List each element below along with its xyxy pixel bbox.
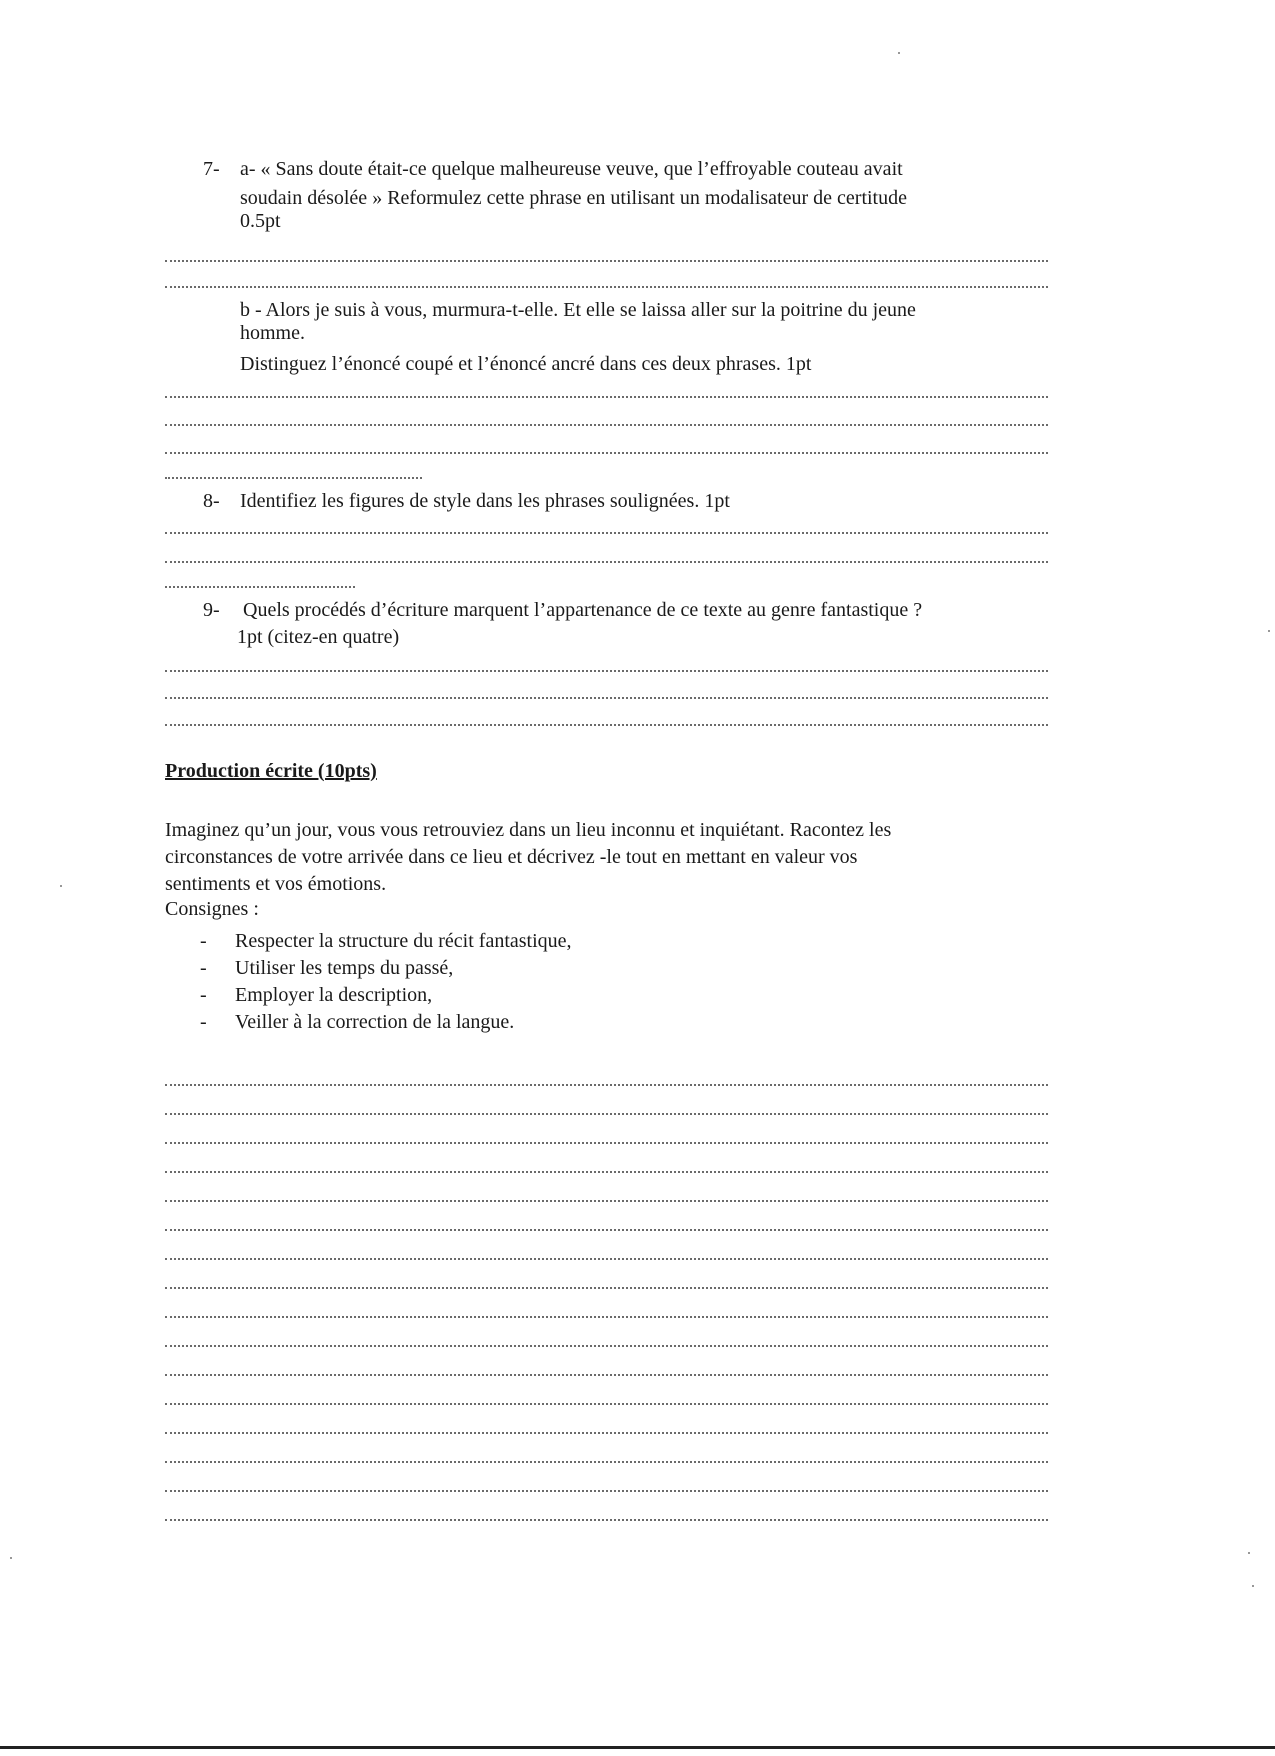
writing-line[interactable] <box>165 1519 1048 1521</box>
answer-line[interactable] <box>165 286 1048 288</box>
writing-line[interactable] <box>165 1229 1048 1231</box>
writing-line[interactable] <box>165 1171 1048 1173</box>
scan-speck <box>1248 1552 1250 1554</box>
writing-line[interactable] <box>165 1316 1048 1318</box>
scan-speck <box>60 885 62 887</box>
question-7a-points: 0.5pt <box>240 210 281 232</box>
answer-line[interactable] <box>165 561 1048 563</box>
answer-line[interactable] <box>165 586 355 588</box>
answer-line[interactable] <box>165 477 422 479</box>
question-9-number: 9- <box>203 599 220 621</box>
consigne-item: Respecter la structure du récit fantastique, <box>235 930 572 952</box>
writing-line[interactable] <box>165 1287 1048 1289</box>
scan-speck <box>1252 1585 1254 1587</box>
writing-line[interactable] <box>165 1113 1048 1115</box>
answer-line[interactable] <box>165 396 1048 398</box>
consignes-label: Consignes : <box>165 898 259 920</box>
bullet-dash: - <box>200 930 207 952</box>
question-9-line-2: 1pt (citez-en quatre) <box>237 626 400 648</box>
prompt-line-3: sentiments et vos émotions. <box>165 873 387 895</box>
writing-line[interactable] <box>165 1084 1048 1086</box>
answer-line[interactable] <box>165 697 1048 699</box>
writing-line[interactable] <box>165 1403 1048 1405</box>
question-7b-line-2: homme. <box>240 322 305 344</box>
scan-speck <box>1268 630 1270 632</box>
section-heading-production: Production écrite (10pts) <box>165 760 377 782</box>
answer-line[interactable] <box>165 724 1048 726</box>
question-8-number: 8- <box>203 490 220 512</box>
bullet-dash: - <box>200 984 207 1006</box>
bullet-dash: - <box>200 957 207 979</box>
answer-line[interactable] <box>165 670 1048 672</box>
answer-line[interactable] <box>165 532 1048 534</box>
question-7b-line-3: Distinguez l’énoncé coupé et l’énoncé ancré dans ces deux phrases. 1pt <box>240 353 812 375</box>
prompt-line-1: Imaginez qu’un jour, vous vous retrouviez dans un lieu inconnu et inquiétant. Racontez les <box>165 819 892 841</box>
scan-speck <box>10 1557 12 1559</box>
writing-line[interactable] <box>165 1200 1048 1202</box>
writing-line[interactable] <box>165 1374 1048 1376</box>
answer-line[interactable] <box>165 260 1048 262</box>
answer-line[interactable] <box>165 452 1048 454</box>
writing-line[interactable] <box>165 1258 1048 1260</box>
answer-line[interactable] <box>165 424 1048 426</box>
consigne-item: Veiller à la correction de la langue. <box>235 1011 515 1033</box>
bullet-dash: - <box>200 1011 207 1033</box>
writing-line[interactable] <box>165 1490 1048 1492</box>
question-7b-line-1: b - Alors je suis à vous, murmura-t-elle. Et elle se laissa aller sur la poitrine du jeune <box>240 299 916 321</box>
consigne-item: Employer la description, <box>235 984 433 1006</box>
page-bottom-edge <box>0 1746 1275 1749</box>
question-7a-line-1: a- « Sans doute était-ce quelque malheureuse veuve, que l’effroyable couteau avait <box>240 158 903 180</box>
scan-speck <box>898 52 900 54</box>
writing-line[interactable] <box>165 1345 1048 1347</box>
question-8-text: Identifiez les figures de style dans les phrases soulignées. 1pt <box>240 490 730 512</box>
writing-line[interactable] <box>165 1461 1048 1463</box>
writing-line[interactable] <box>165 1142 1048 1144</box>
prompt-line-2: circonstances de votre arrivée dans ce lieu et décrivez -le tout en mettant en valeur vos <box>165 846 858 868</box>
consigne-item: Utiliser les temps du passé, <box>235 957 454 979</box>
writing-line[interactable] <box>165 1432 1048 1434</box>
question-7a-line-2: soudain désolée » Reformulez cette phrase en utilisant un modalisateur de certitude <box>240 187 907 209</box>
question-9-line-1: Quels procédés d’écriture marquent l’appartenance de ce texte au genre fantastique ? <box>243 599 923 621</box>
question-7-number: 7- <box>203 158 220 180</box>
